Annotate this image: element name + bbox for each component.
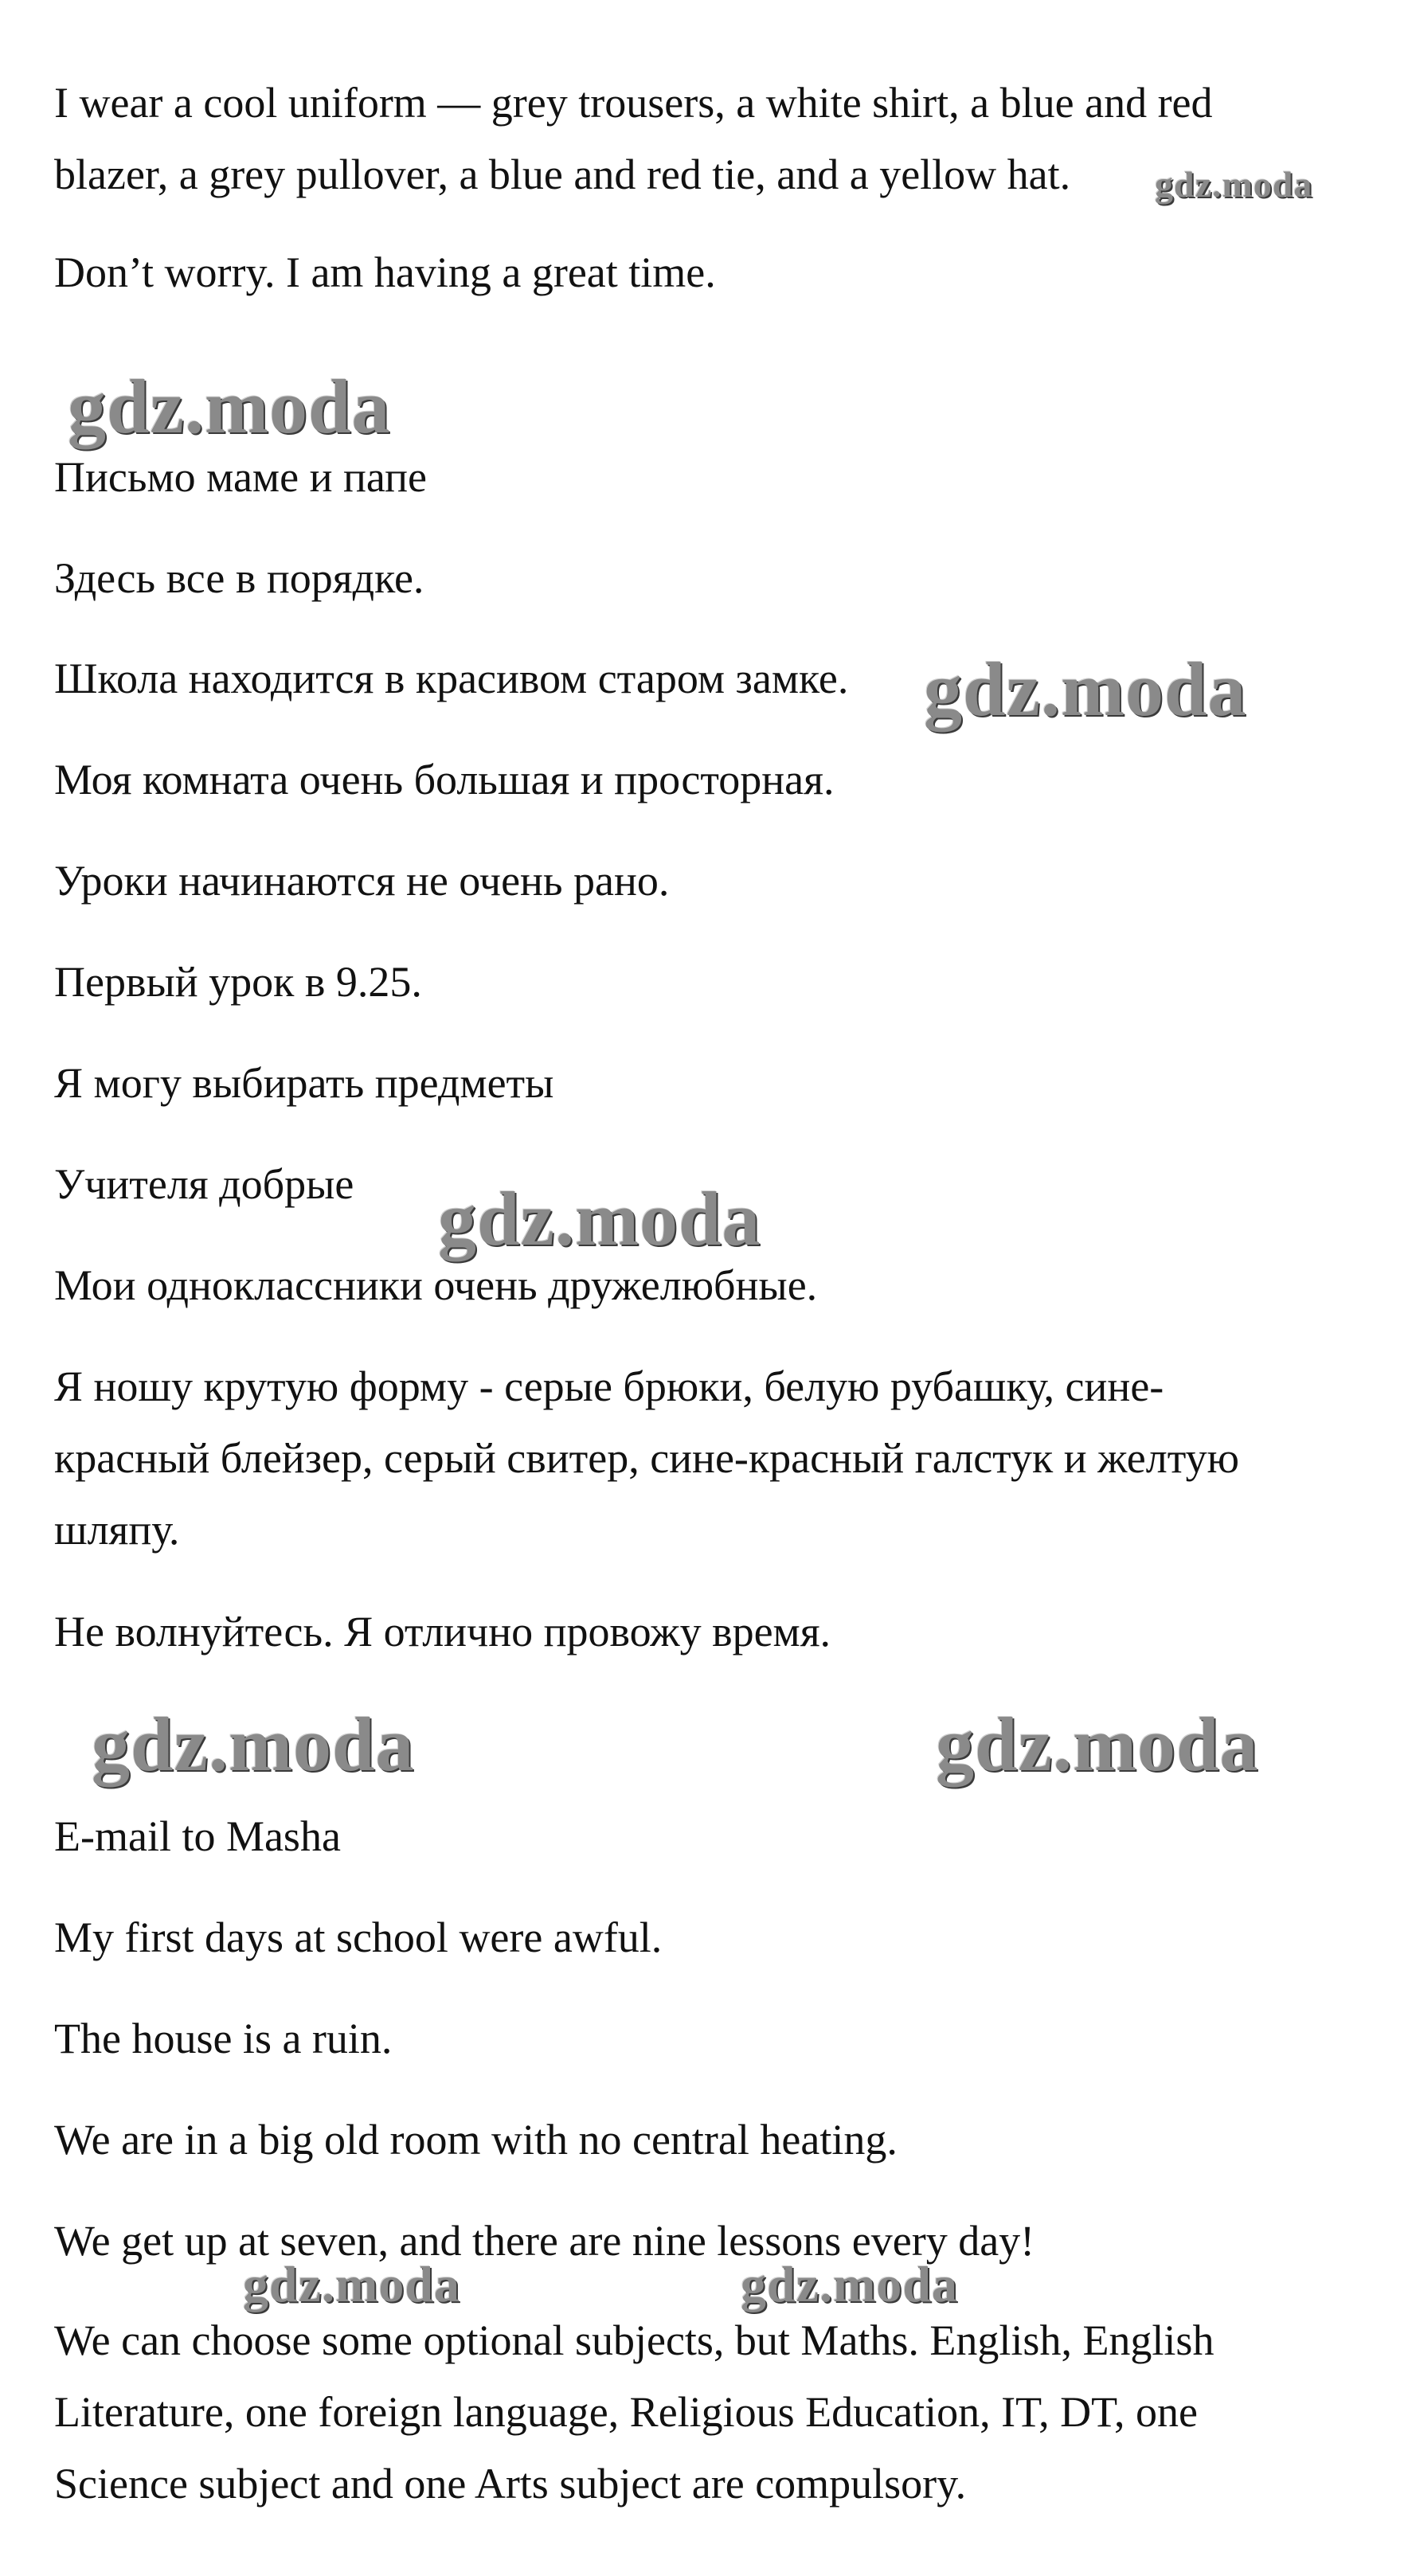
watermark: gdz.moda bbox=[438, 1176, 761, 1261]
russian-uniform-line-2: красный блейзер, серый свитер, сине-красный галстук и желтую bbox=[54, 1434, 1239, 1482]
russian-line: Мои одноклассники очень дружелюбные. bbox=[54, 1261, 818, 1309]
email-title: E-mail to Masha bbox=[54, 1812, 341, 1860]
email-subjects-line-2: Literature, one foreign language, Religious Education, IT, DT, one bbox=[54, 2388, 1199, 2436]
uniform-text-line-2: blazer, a grey pullover, a blue and red tie, and a yellow hat. bbox=[54, 150, 1071, 198]
email-subjects-line-1: We can choose some optional subjects, but Maths. English, English bbox=[54, 2316, 1214, 2364]
watermark: gdz.moda bbox=[68, 364, 391, 449]
email-line: We are in a big old room with no central heating. bbox=[54, 2116, 898, 2164]
watermark: gdz.moda bbox=[243, 2256, 460, 2312]
russian-line: Я могу выбирать предметы bbox=[54, 1059, 554, 1107]
reassurance-text: Don’t worry. I am having a great time. bbox=[54, 248, 716, 296]
watermark: gdz.moda bbox=[1155, 164, 1313, 205]
russian-line: Здесь все в порядке. bbox=[54, 554, 424, 602]
russian-uniform-line-1: Я ношу крутую форму - серые брюки, белую рубашку, сине- bbox=[54, 1362, 1164, 1410]
email-line: My first days at school were awful. bbox=[54, 1913, 663, 1961]
email-subjects-line-3: Science subject and one Arts subject are compulsory. bbox=[54, 2460, 967, 2508]
email-line: We get up at seven, and there are nine lessons every day! bbox=[54, 2217, 1035, 2265]
russian-last-line: Не волнуйтесь. Я отлично провожу время. bbox=[54, 1608, 831, 1655]
russian-line: Моя комната очень большая и просторная. bbox=[54, 756, 835, 803]
russian-uniform-line-3: шляпу. bbox=[54, 1506, 180, 1554]
russian-letter-title: Письмо маме и папе bbox=[54, 453, 427, 501]
watermark: gdz.moda bbox=[924, 647, 1247, 732]
russian-line: Первый урок в 9.25. bbox=[54, 958, 422, 1006]
russian-line: Уроки начинаются не очень рано. bbox=[54, 857, 670, 905]
russian-line: Учителя добрые bbox=[54, 1160, 354, 1208]
watermark: gdz.moda bbox=[741, 2256, 958, 2312]
watermark: gdz.moda bbox=[92, 1702, 415, 1787]
russian-line: Школа находится в красивом старом замке. bbox=[54, 655, 849, 702]
watermark: gdz.moda bbox=[936, 1702, 1259, 1787]
uniform-text-line-1: I wear a cool uniform — grey trousers, a white shirt, a blue and red bbox=[54, 79, 1213, 127]
email-line: The house is a ruin. bbox=[54, 2015, 393, 2062]
